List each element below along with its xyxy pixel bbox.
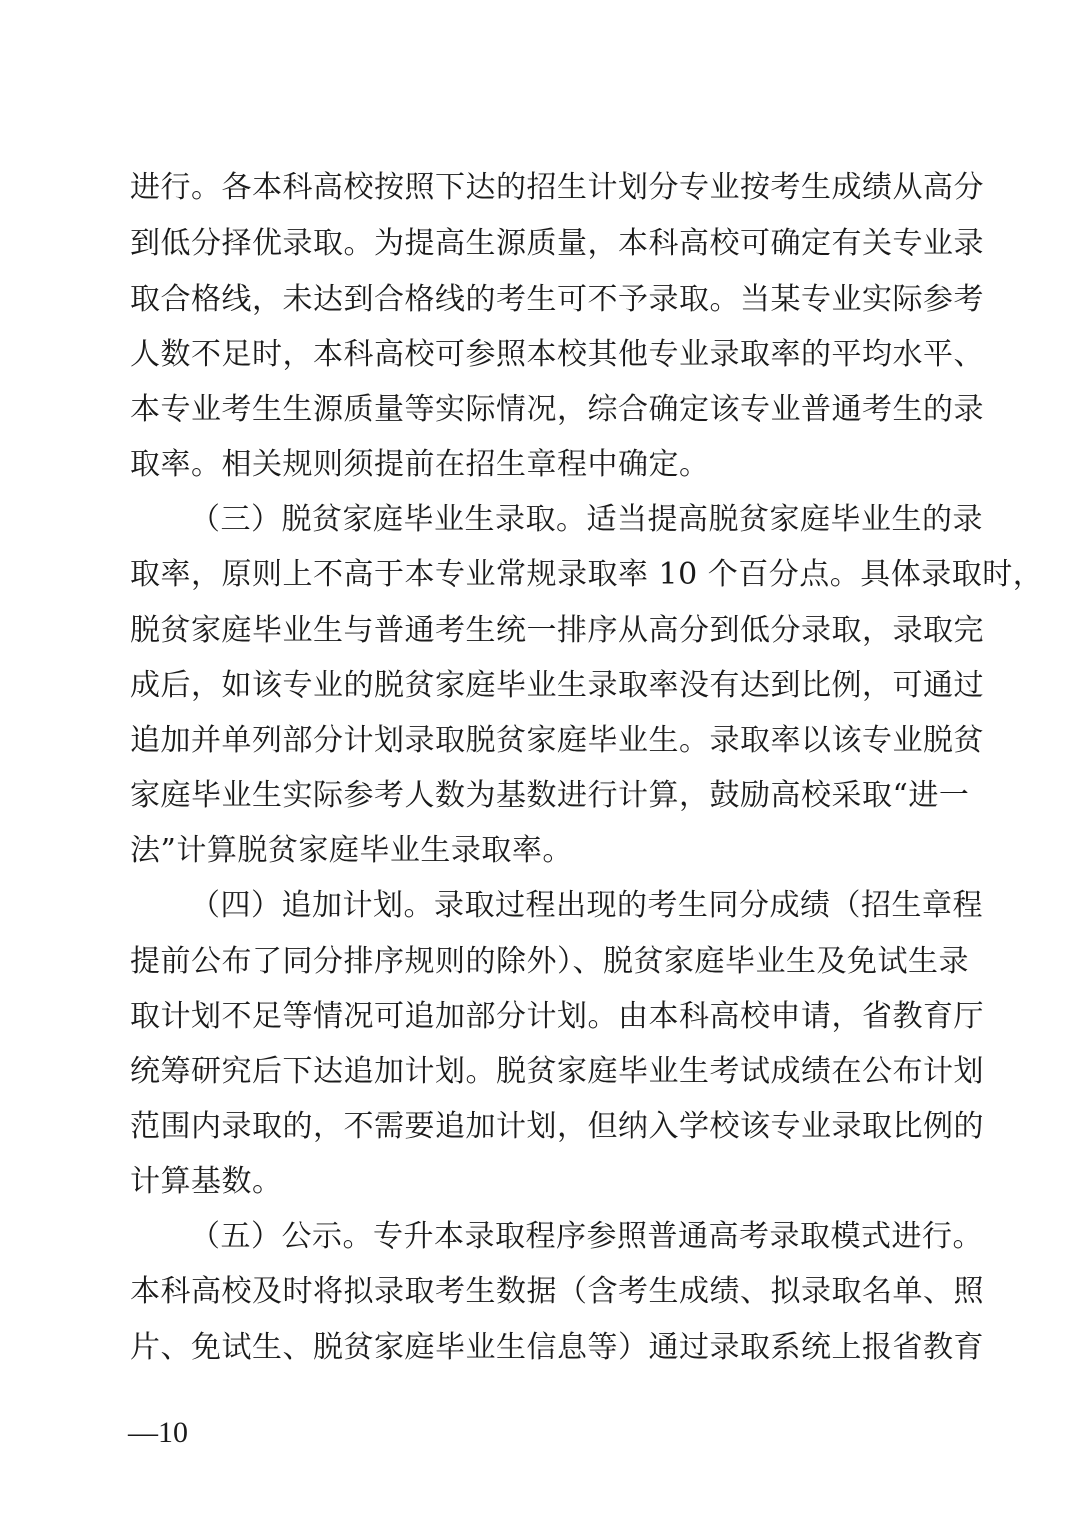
paragraph-line: 范围内录取的，不需要追加计划，但纳入学校该专业录取比例的	[130, 1109, 984, 1144]
section-first-line	[190, 878, 983, 934]
paragraph-line: 成后，如该专业的脱贫家庭毕业生录取率没有达到比例，可通过	[130, 668, 984, 703]
section-text: 适当提高脱贫家庭毕业生的录	[586, 502, 983, 537]
paragraph-line: 脱贫家庭毕业生与普通考生统一排序从高分到低分录取，录取完	[130, 613, 984, 648]
section-first-line	[190, 492, 983, 548]
page-number: —10	[128, 1416, 188, 1449]
section-heading: （四）追加计划。	[190, 888, 434, 923]
paragraph-line: 片、免试生、脱贫家庭毕业生信息等）通过录取系统上报省教育	[130, 1330, 984, 1365]
paragraph-line: 取率，原则上不高于本专业常规录取率 10 个百分点。具体录取时，	[130, 557, 1044, 592]
paragraph-line: 本专业考生生源质量等实际情况，综合确定该专业普通考生的录	[130, 392, 984, 427]
paragraph-line: 统筹研究后下达追加计划。脱贫家庭毕业生考试成绩在公布计划	[130, 1054, 984, 1089]
section-text: 录取过程出现的考生同分成绩（招生章程	[434, 888, 983, 923]
paragraph-line: 人数不足时，本科高校可参照本校其他专业录取率的平均水平、	[130, 337, 984, 372]
paragraph-line: 追加并单列部分计划录取脱贫家庭毕业生。录取率以该专业脱贫	[130, 723, 984, 758]
paragraph-line: 本科高校及时将拟录取考生数据（含考生成绩、拟录取名单、照	[130, 1274, 984, 1309]
paragraph-line: 到低分择优录取。为提高生源质量，本科高校可确定有关专业录	[130, 226, 984, 261]
paragraph-line: 计算基数。	[130, 1164, 283, 1199]
paragraph-line: 家庭毕业生实际参考人数为基数进行计算，鼓励高校采取“进一	[130, 778, 970, 813]
section-heading: （五）公示。	[190, 1219, 373, 1254]
section-first-line	[190, 1209, 983, 1265]
paragraph-line: 取率。相关规则须提前在招生章程中确定。	[130, 447, 710, 482]
paragraph-line: 提前公布了同分排序规则的除外）、脱贫家庭毕业生及免试生录	[130, 944, 969, 979]
paragraph-line: 取合格线，未达到合格线的考生可不予录取。当某专业实际参考	[130, 282, 984, 317]
section-heading: （三）脱贫家庭毕业生录取。	[190, 502, 587, 537]
section-text: 专升本录取程序参照普通高考录取模式进行。	[373, 1219, 983, 1254]
paragraph-line: 进行。各本科高校按照下达的招生计划分专业按考生成绩从高分	[130, 170, 984, 205]
paragraph-line: 取计划不足等情况可追加部分计划。由本科高校申请，省教育厅	[130, 999, 984, 1034]
paragraph-line: 法”计算脱贫家庭毕业生录取率。	[130, 833, 573, 868]
